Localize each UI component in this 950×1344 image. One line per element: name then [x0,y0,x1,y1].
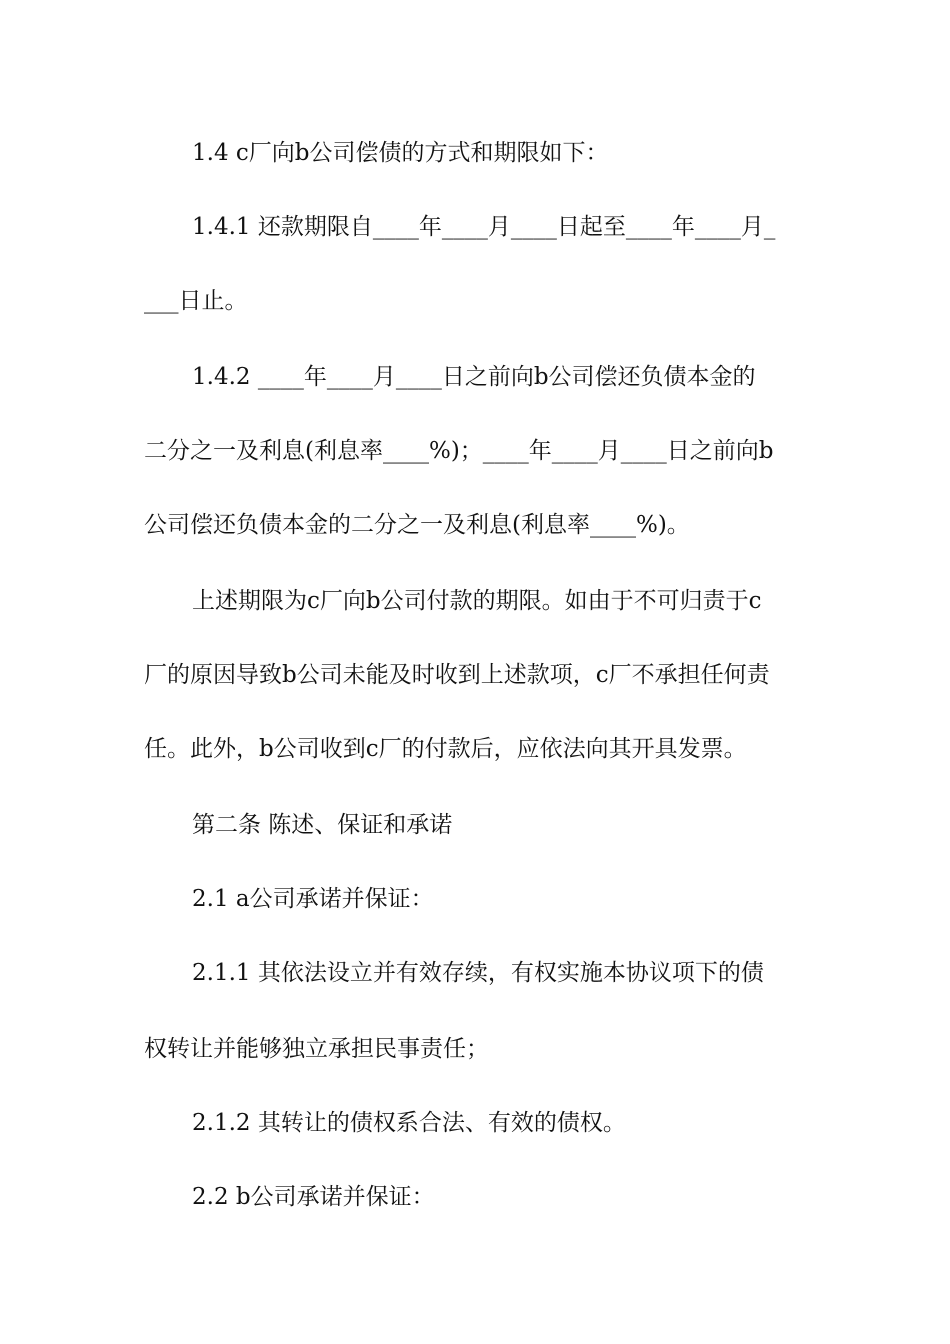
clause-1-4-1: 1.4.1 还款期限自____年____月____日起至____年____月_ [192,214,776,240]
clause-1-4-2-continued-2: 公司偿还负债本金的二分之一及利息(利息率____%)。 [144,512,690,538]
clause-2-2: 2.2 b公司承诺并保证： [192,1184,435,1210]
clause-1-4-1-continued: ___日止。 [144,288,248,314]
payment-term-paragraph-continued-2: 任。此外，b公司收到c厂的付款后，应依法向其开具发票。 [144,736,747,762]
clause-1-4: 1.4 c厂向b公司偿债的方式和期限如下： [192,140,609,166]
clause-2-1: 2.1 a公司承诺并保证： [192,886,434,912]
payment-term-paragraph-continued-1: 厂的原因导致b公司未能及时收到上述款项，c厂不承担任何责 [144,662,770,688]
clause-2-1-1: 2.1.1 其依法设立并有效存续，有权实施本协议项下的债 [192,960,764,986]
clause-1-4-2: 1.4.2 ____年____月____日之前向b公司偿还负债本金的 [192,364,756,390]
clause-2-1-1-continued: 权转让并能够独立承担民事责任； [144,1036,489,1062]
clause-2-1-2: 2.1.2 其转让的债权系合法、有效的债权。 [192,1110,626,1136]
article-2-heading: 第二条 陈述、保证和承诺 [192,812,453,838]
payment-term-paragraph: 上述期限为c厂向b公司付款的期限。如由于不可归责于c [192,588,762,614]
clause-1-4-2-continued-1: 二分之一及利息(利息率____%)；____年____月____日之前向b [144,438,774,464]
